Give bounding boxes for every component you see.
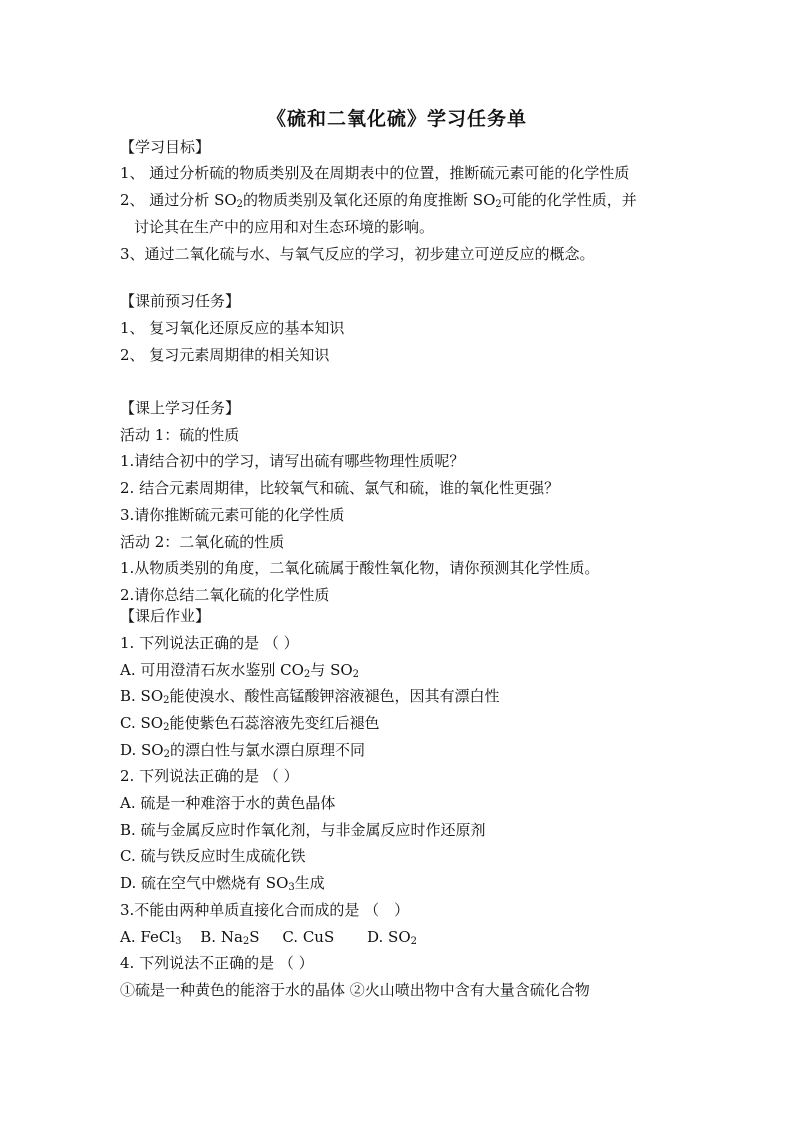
activity-1-question-1: 1.请结合初中的学习，请写出硫有哪些物理性质呢？ [120, 452, 465, 470]
q3-option-a: A. FeCl$_3$ [120, 928, 182, 947]
preview-item-2: 2、 复习元素周期律的相关知识 [120, 346, 330, 364]
homework-header: 【课后作业】 [120, 607, 211, 625]
objective-1: 1、 通过分析硫的物质类别及在周期表中的位置，推断硫元素可能的化学性质 [120, 164, 630, 182]
q2-option-c: C. 硫与铁反应时生成硫化铁 [120, 847, 306, 865]
q1-option-d: D. $SO_2$的漂白性与氯水漂白原理不同 [120, 741, 365, 760]
homework-question-1: 1. 下列说法正确的是 （ ） [120, 634, 299, 652]
activity-2-title: 活动 2：二氧化硫的性质 [120, 533, 285, 551]
objectives-header: 【学习目标】 [120, 138, 211, 156]
q3-option-d: D. $SO_2$ [367, 928, 418, 947]
q1-option-b: B. $SO_2$能使溴水、酸性高锰酸钾溶液褪色，因其有漂白性 [120, 687, 500, 706]
q3-option-c: C. CuS [282, 928, 335, 946]
activity-2-question-2: 2.请你总结二氧化硫的化学性质 [120, 586, 330, 604]
homework-question-3: 3.不能由两种单质直接化合而成的是 （ ） [120, 901, 410, 919]
q2-option-b: B. 硫与金属反应时作氧化剂，与非金属反应时作还原剂 [120, 821, 486, 839]
q1-option-c: C. $SO_2$能使紫色石蕊溶液先变红后褪色 [120, 714, 380, 733]
objective-2-continued: 讨论其在生产中的应用和对生态环境的影响。 [134, 218, 435, 236]
activity-1-question-2: 2. 结合元素周期律，比较氧气和硫、氯气和硫，谁的氧化性更强？ [120, 479, 560, 497]
preview-item-1: 1、 复习氧化还原反应的基本知识 [120, 319, 345, 337]
page-title: 《硫和二氧化硫》学习任务单 [266, 108, 527, 130]
q2-option-d: D. 硫在空气中燃烧有 $SO_3$生成 [120, 874, 325, 893]
activity-1-title: 活动 1：硫的性质 [120, 426, 240, 444]
objective-3: 3、通过二氧化硫与水、与氧气反应的学习，初步建立可逆反应的概念。 [120, 245, 595, 263]
activity-1-question-3: 3.请你推断硫元素可能的化学性质 [120, 506, 345, 524]
objective-2: 2、 通过分析 $SO_2$的物质类别及氧化还原的角度推断 $SO_2$可能的化学性质，并 [120, 191, 637, 210]
q2-option-a: A. 硫是一种难溶于水的黄色晶体 [120, 794, 336, 812]
inclass-header: 【课上学习任务】 [120, 399, 241, 417]
activity-2-question-1: 1.从物质类别的角度，二氧化硫属于酸性氧化物，请你预测其化学性质。 [120, 559, 600, 577]
homework-question-2: 2. 下列说法正确的是 （ ） [120, 767, 299, 785]
homework-question-4: 4. 下列说法不正确的是 （ ） [120, 954, 314, 972]
q3-option-b: B. $Na_2S$ [200, 928, 260, 947]
q4-statements: ①硫是一种黄色的能溶于水的晶体 ②火山喷出物中含有大量含硫化合物 [120, 981, 590, 999]
preview-header: 【课前预习任务】 [120, 292, 241, 310]
q1-option-a: A. 可用澄清石灰水鉴别 $CO_2$与 $SO_2$ [120, 661, 360, 680]
q3-options [120, 927, 417, 947]
